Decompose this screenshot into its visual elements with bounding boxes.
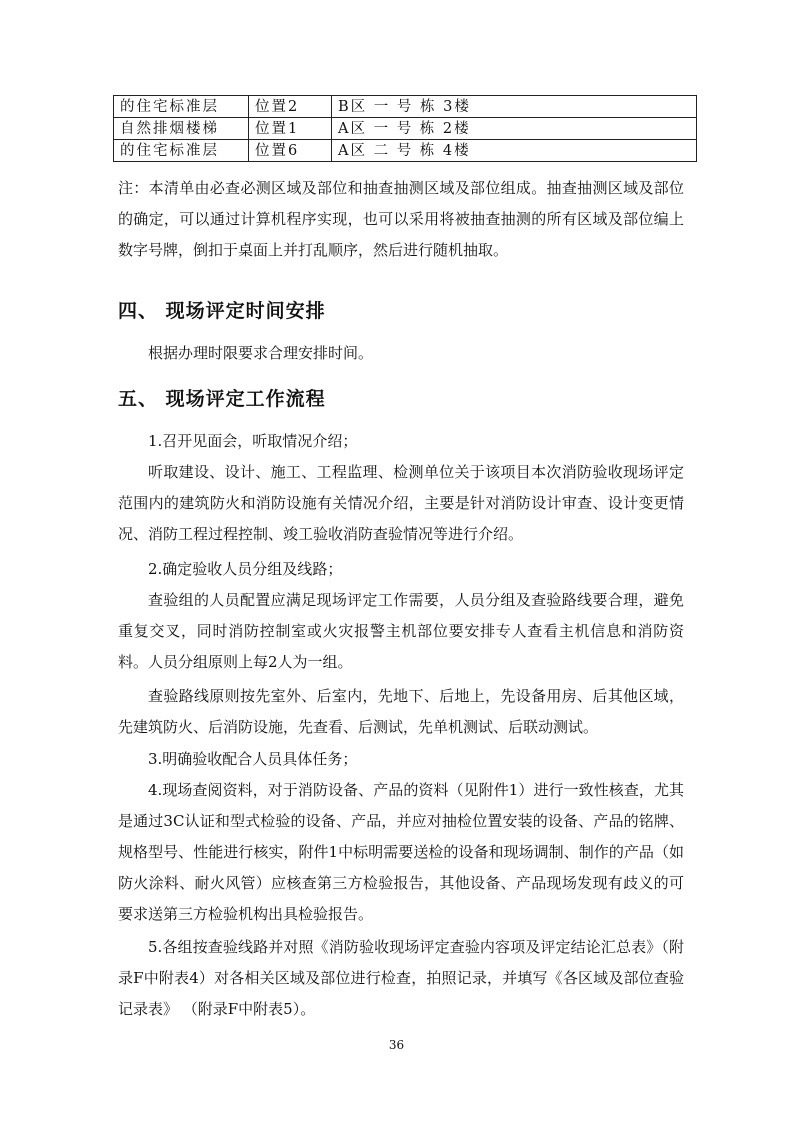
section-5-heading: 五、 现场评定工作流程 (118, 388, 326, 410)
table-row (114, 118, 697, 140)
table-cell-location: A区 一 号 栋 2楼 (332, 118, 697, 140)
step-2-title: 2.确定验收人员分组及线路； (148, 560, 343, 578)
table-cell-location: B区 一 号 栋 3楼 (332, 96, 697, 118)
step-2-body-1: 查验组的人员配置应满足现场评定工作需要，人员分组及查验路线要合理，避免重复交叉，同时消防控制室或火灾报警主机部位要安排专人查看主机信息和消防资料。人员分组原则上每2人为一组。 (118, 591, 684, 671)
step-4-body: 4.现场查阅资料，对于消防设备、产品的资料（见附件1）进行一致性核查，尤其是通过3C认证和型式检验的设备、产品，并应对抽检位置安装的设备、产品的铭牌、规格型号、性能进行核实，附件1中标明需要送检的设备和现场调制、制作的产品（如防火涂料、耐火风管）应核查第三方检验报告，其他设备、产品现场发现有歧义的可要求送第三方检验机构出具检验报告。 (118, 781, 684, 923)
step-2-body-2: 查验路线原则按先室外、后室内，先地下、后地上，先设备用房、后其他区域，先建筑防火、后消防设施，先查看、后测试，先单机测试、后联动测试。 (118, 687, 684, 736)
table-cell-area: 自然排烟楼梯 (114, 118, 249, 140)
section-4-body: 根据办理时限要求合理安排时间。 (148, 344, 374, 362)
step-1-title: 1.召开见面会，听取情况介绍； (148, 432, 358, 450)
step-5-body: 5.各组按查验线路并对照《消防验收现场评定查验内容项及评定结论汇总表》（附录F中附表4）对各相关区域及部位进行检查，拍照记录，并填写《各区域及部位查验记录表》 （附录F中附表5）。 (118, 938, 684, 1018)
table-row (114, 96, 697, 118)
step-1-body: 听取建设、设计、施工、工程监理、检测单位关于该项目本次消防验收现场评定范围内的建筑防火和消防设施有关情况介绍，主要是针对消防设计审查、设计变更情况、消防工程过程控制、竣工验收消防查验情况等进行介绍。 (118, 463, 684, 543)
area-location-table (113, 95, 697, 162)
table-cell-area: 的住宅标准层 (114, 140, 249, 162)
table-cell-position: 位置6 (249, 140, 332, 162)
table-cell-position: 位置2 (249, 96, 332, 118)
table-note: 注：本清单由必查必测区域及部位和抽查抽测区域及部位组成。抽查抽测区域及部位的确定，可以通过计算机程序实现，也可以采用将被抽查抽测的所有区域及部位编上数字号牌，倒扣于桌面上并打乱顺序，然后进行随机抽取。 (118, 179, 684, 259)
page-number: 36 (388, 1038, 405, 1052)
table-cell-position: 位置1 (249, 118, 332, 140)
table-cell-area: 的住宅标准层 (114, 96, 249, 118)
step-3-title: 3.明确验收配合人员具体任务； (148, 750, 358, 768)
table-cell-location: A区 二 号 栋 4楼 (332, 140, 697, 162)
section-4-heading: 四、 现场评定时间安排 (118, 300, 326, 322)
table-row (114, 140, 697, 162)
